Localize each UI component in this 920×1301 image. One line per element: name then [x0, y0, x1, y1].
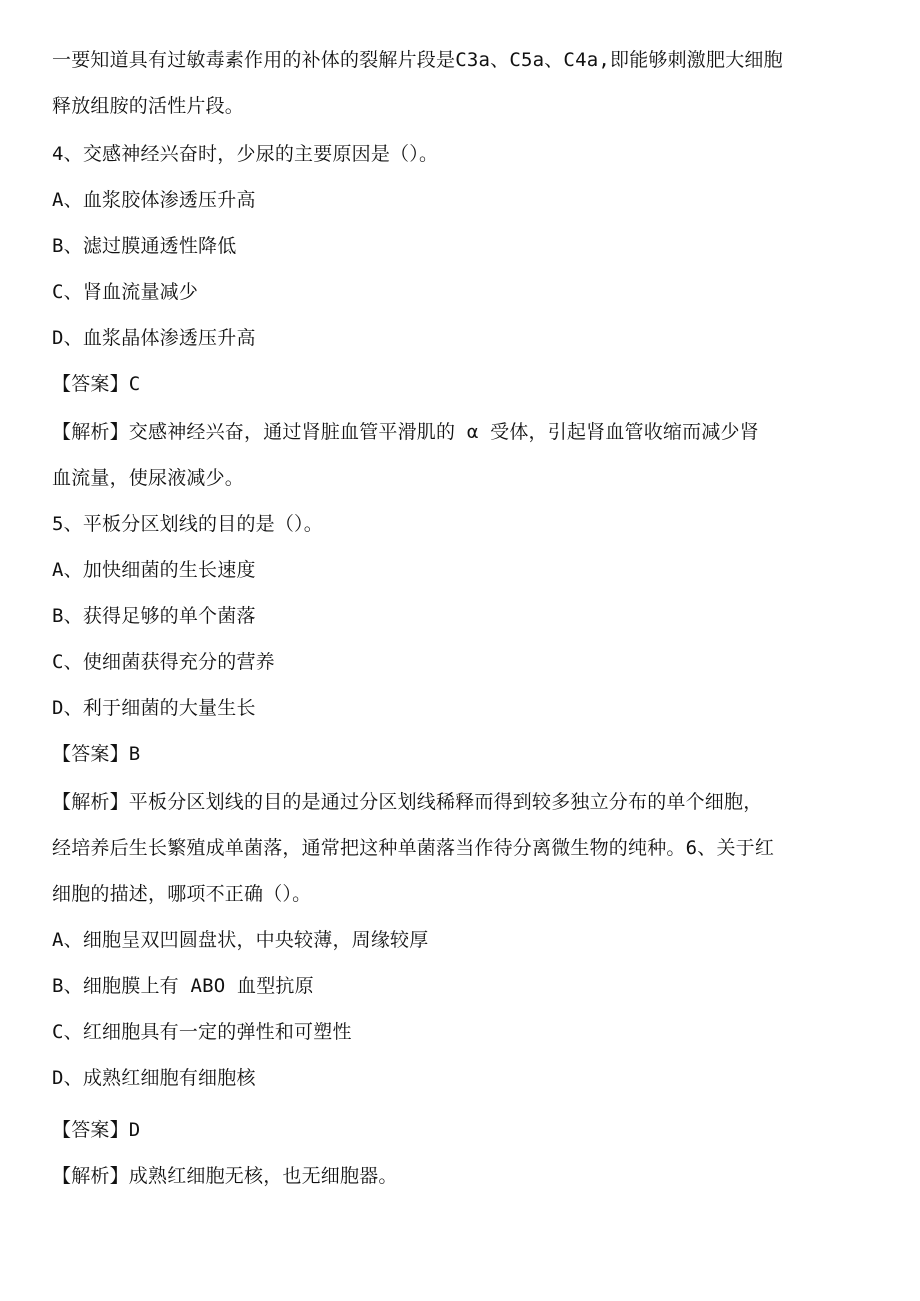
text-line: 释放组胺的活性片段。 [52, 95, 245, 117]
question-4-explanation: 【解析】交感神经兴奋，通过肾脏血管平滑肌的 α 受体，引起肾血管收缩而减少肾 [52, 421, 759, 443]
question-6-answer: 【答案】D [52, 1119, 141, 1141]
text-line: 血流量，使尿液减少。 [52, 467, 245, 489]
question-4-option-c: C、肾血流量减少 [52, 281, 199, 303]
question-6-option-c: C、红细胞具有一定的弹性和可塑性 [52, 1021, 352, 1043]
question-6-option-b: B、细胞膜上有 ABO 血型抗原 [52, 975, 314, 997]
question-4-option-d: D、血浆晶体渗透压升高 [52, 327, 256, 349]
text-line: 一要知道具有过敏毒素作用的补体的裂解片段是C3a、C5a、C4a,即能够刺激肥大细胞 [52, 49, 783, 71]
text-line: 经培养后生长繁殖成单菌落，通常把这种单菌落当作待分离微生物的纯种。6、关于红 [52, 837, 775, 859]
question-6-explanation: 【解析】成熟红细胞无核，也无细胞器。 [52, 1165, 398, 1187]
question-6-option-d: D、成熟红细胞有细胞核 [52, 1067, 256, 1089]
question-4-answer: 【答案】C [52, 373, 141, 395]
question-5-option-a: A、加快细菌的生长速度 [52, 559, 256, 581]
question-5-stem: 5、平板分区划线的目的是（）。 [52, 513, 323, 535]
question-5-option-d: D、利于细菌的大量生长 [52, 697, 256, 719]
question-5-option-c: C、使细菌获得充分的营养 [52, 651, 275, 673]
question-5-answer: 【答案】B [52, 743, 141, 765]
question-5-explanation: 【解析】平板分区划线的目的是通过分区划线稀释而得到较多独立分布的单个细胞， [52, 791, 763, 813]
question-4-stem: 4、交感神经兴奋时，少尿的主要原因是（）。 [52, 143, 439, 165]
question-6-stem: 细胞的描述，哪项不正确（）。 [52, 883, 312, 905]
question-4-option-a: A、血浆胶体渗透压升高 [52, 189, 256, 211]
question-6-option-a: A、细胞呈双凹圆盘状，中央较薄，周缘较厚 [52, 929, 429, 951]
question-5-option-b: B、获得足够的单个菌落 [52, 605, 256, 627]
question-4-option-b: B、滤过膜通透性降低 [52, 235, 237, 257]
